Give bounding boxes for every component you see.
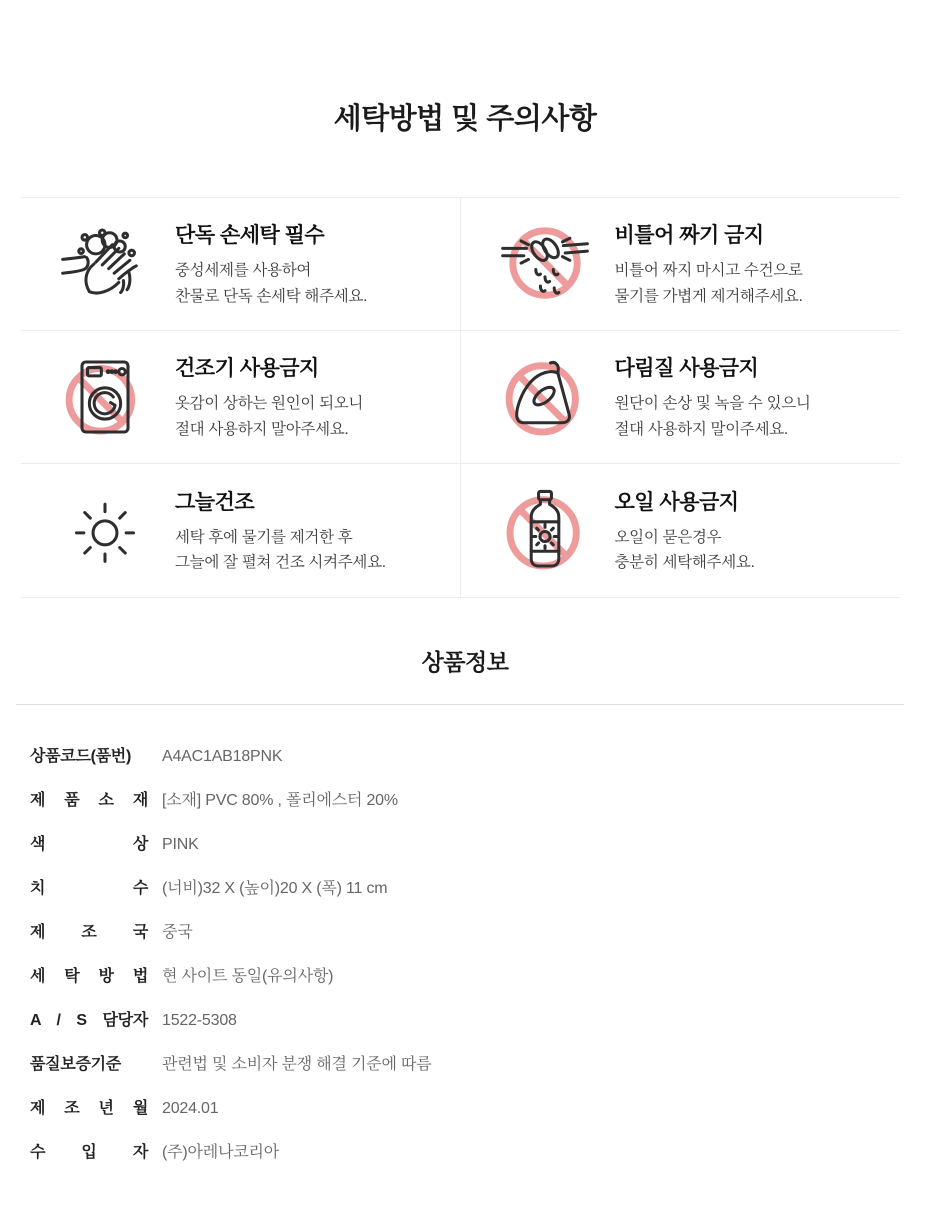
info-value: A4AC1AB18PNK xyxy=(162,748,283,765)
info-label: A / S 담당자 xyxy=(30,1012,148,1029)
info-label: 품질보증기준 xyxy=(30,1056,121,1073)
info-row-wash-method xyxy=(30,963,900,986)
info-label: 치 수 xyxy=(30,880,148,897)
info-row-dimensions xyxy=(30,875,900,898)
care-grid xyxy=(21,197,900,598)
care-section-title: 세탁방법 및 주의사항 xyxy=(333,103,597,135)
info-row-country xyxy=(30,919,900,942)
info-row-warranty xyxy=(30,1051,900,1074)
info-value: PINK xyxy=(162,836,199,853)
product-info-title: 상품정보 xyxy=(421,649,509,675)
no-dryer-icon xyxy=(59,347,151,447)
care-item-desc: 비틀어 짜지 마시고 수건으로 물기를 가볍게 제거해주세요. xyxy=(614,262,803,305)
info-label: 세 탁 방 법 xyxy=(30,968,148,985)
care-item-desc: 세탁 후에 물기를 제거한 후 그늘에 잘 펼쳐 건조 시켜주세요. xyxy=(175,528,386,571)
care-item-no-wring xyxy=(461,198,901,331)
no-oil-icon xyxy=(499,481,591,581)
care-item-title: 그늘건조 xyxy=(175,490,255,514)
section-divider xyxy=(16,704,904,705)
info-label: 색 상 xyxy=(30,836,148,853)
info-value: [소재] PVC 80% , 폴리에스터 20% xyxy=(162,792,398,809)
info-value: 2024.01 xyxy=(162,1100,219,1117)
info-row-product-code xyxy=(30,743,900,766)
care-item-title: 다림질 사용금지 xyxy=(614,357,759,381)
no-wring-icon xyxy=(499,214,591,314)
shade-dry-sun-icon xyxy=(59,481,151,581)
care-item-desc: 옷감이 상하는 원인이 되오니 절대 사용하지 말아주세요. xyxy=(175,395,364,438)
info-row-as-contact xyxy=(30,1007,900,1030)
info-value: (너비)32 X (높이)20 X (폭) 11 cm xyxy=(162,880,388,897)
care-item-title: 비틀어 짜기 금지 xyxy=(614,224,764,248)
no-iron-icon xyxy=(499,347,591,447)
care-item-hand-wash xyxy=(21,198,461,331)
info-label: 제 조 년 월 xyxy=(30,1100,148,1117)
care-item-no-dryer xyxy=(21,331,461,464)
info-value: 중국 xyxy=(162,924,193,941)
info-row-material xyxy=(30,787,900,810)
care-item-title: 오일 사용금지 xyxy=(614,490,739,514)
info-label: 수 입 자 xyxy=(30,1144,148,1161)
care-item-desc: 중성세제를 사용하여 찬물로 단독 손세탁 해주세요. xyxy=(175,262,368,305)
info-label: 제 품 소 재 xyxy=(30,792,148,809)
care-item-title: 단독 손세탁 필수 xyxy=(175,224,325,248)
care-item-no-iron xyxy=(461,331,901,464)
info-value: 현 사이트 동일(유의사항) xyxy=(162,968,334,985)
care-item-desc: 오일이 묻은경우 충분히 세탁해주세요. xyxy=(614,528,755,571)
product-info-table xyxy=(30,743,900,1223)
info-row-manufacture-date xyxy=(30,1095,900,1118)
info-value: (주)아레나코리아 xyxy=(162,1144,280,1161)
care-item-shade-dry xyxy=(21,464,461,597)
info-label: 상품코드(품번) xyxy=(30,748,131,765)
info-value: 1522-5308 xyxy=(162,1012,237,1029)
info-label: 제 조 국 xyxy=(30,924,148,941)
info-row-importer xyxy=(30,1139,900,1162)
hand-wash-icon xyxy=(59,214,151,314)
care-item-title: 건조기 사용금지 xyxy=(175,357,319,381)
info-value: 관련법 및 소비자 분쟁 해결 기준에 따름 xyxy=(162,1056,432,1073)
care-item-desc: 원단이 손상 및 녹을 수 있으니 절대 사용하지 말이주세요. xyxy=(614,395,811,438)
info-row-color xyxy=(30,831,900,854)
care-item-no-oil xyxy=(461,464,901,597)
